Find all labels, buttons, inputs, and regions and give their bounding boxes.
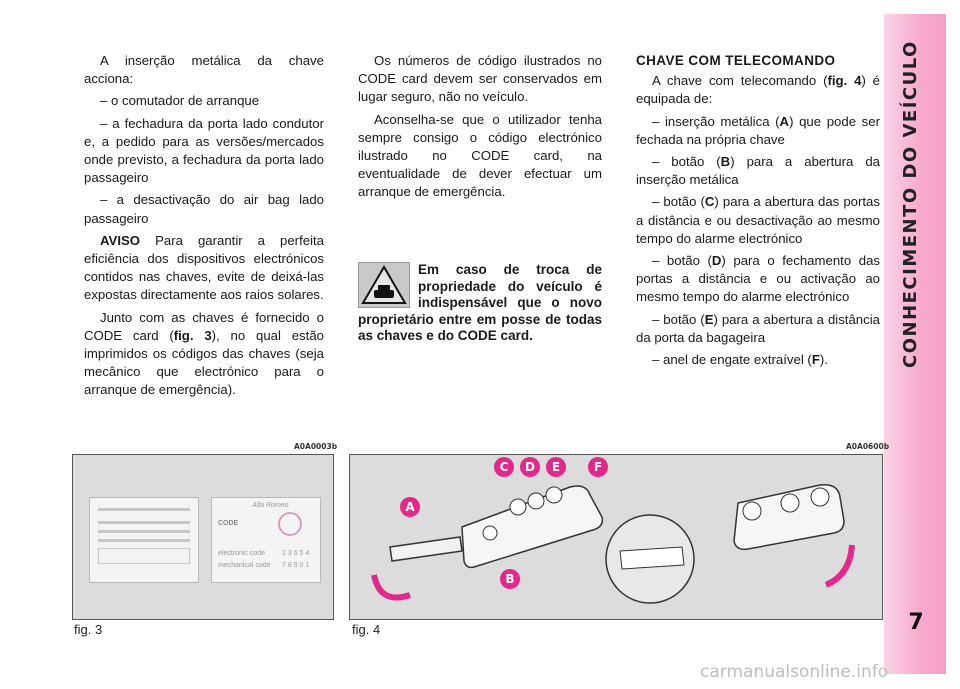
label-f: F (588, 457, 608, 477)
code-card-back (89, 497, 199, 583)
text-span: – botão ( (652, 253, 712, 269)
item-key: C (704, 194, 715, 210)
figure-code: A0A0003b (294, 442, 338, 451)
label-e: E (546, 457, 566, 477)
list-item (636, 252, 880, 307)
text-span: – botão ( (652, 194, 705, 210)
text-span: ). (819, 352, 828, 368)
watermark: carmanualsonline.info (700, 662, 889, 682)
paragraph: Aconselha-se que o utilizador tenha sempre consigo o código electrónico ilustrado no CODE card, na eventualidade de dever efectuar um arranque de emergência. (358, 111, 602, 200)
mechanical-code-label: mechanical code (218, 562, 271, 569)
paragraph: – a fechadura da porta lado condutor e, a pedido para as versões/mercados onde previsto, a fechadura da porta lado passageiro (84, 115, 324, 186)
column-3 (636, 52, 880, 373)
key-icon (278, 512, 302, 536)
label-c: C (494, 457, 514, 477)
paragraph: – a desactivação do air bag lado passageiro (84, 192, 324, 226)
section-heading: CHAVE COM TELECOMANDO (636, 53, 836, 68)
fig-reference: fig. 4 (827, 73, 862, 89)
text-span: ) para a abertura da inserção metálica (636, 154, 880, 188)
label-d: D (520, 457, 540, 477)
item-key: A (779, 113, 790, 129)
label-a: A (400, 497, 420, 517)
text-span: ) é equipada de: (636, 73, 881, 107)
column-2 (358, 52, 602, 206)
mechanical-code-value: 7 8 9 0 1 (282, 562, 310, 569)
figure-code: A0A0600b (846, 442, 890, 451)
paragraph: A inserção metálica da chave acciona: (84, 53, 324, 87)
label-b: B (500, 569, 520, 589)
fig-reference: fig. 3 (173, 327, 212, 343)
text-span: Junto com as chaves é fornecido o CODE card ( (84, 309, 324, 343)
code-card-paragraph (84, 309, 324, 400)
item-key: B (720, 154, 731, 170)
text-span: ), no qual estão imprimidos os códigos das chaves (seja mecânico que electrónico para o arranque de emergência). (84, 327, 324, 398)
figure-caption: fig. 3 (74, 622, 103, 637)
list-item (636, 351, 880, 369)
aviso-label: AVISO (100, 232, 141, 248)
text-span: – inserção metálica ( (652, 113, 780, 129)
page-number: 7 (908, 610, 924, 635)
item-key: E (704, 311, 714, 327)
figure-4 (349, 454, 883, 620)
list-item (636, 193, 880, 248)
aviso-paragraph (84, 232, 324, 305)
remote-key-illustration (350, 455, 882, 619)
figure-3 (72, 454, 334, 620)
list-item (636, 311, 880, 347)
item-key: D (711, 253, 722, 269)
text-span: ) para o fechamento das portas a distância e ou activação ao mesmo tempo do alarme electrónico (636, 253, 880, 305)
intro-paragraph (636, 72, 880, 108)
card-brand: Alfa Romeo (252, 502, 289, 509)
paragraph: Os números de código ilustrados no CODE card devem ser conservados em lugar seguro, não no veículo. (358, 53, 602, 105)
list-item (636, 153, 880, 189)
code-card-front (211, 497, 321, 583)
text-span: ) para a abertura a distância da porta da bagageira (636, 311, 880, 345)
item-key: F (811, 352, 820, 368)
text-span: – botão ( (652, 154, 721, 170)
paragraph: – o comutador de arranque (100, 93, 260, 109)
electronic-code-value: 2 3 6 5 4 (282, 550, 310, 557)
electronic-code-label: electronic code (218, 550, 266, 557)
text-span: A chave com telecomando ( (652, 73, 828, 89)
warning-box (358, 262, 602, 342)
warning-triangle-icon (358, 262, 410, 308)
card-label: CODE (218, 520, 239, 527)
aviso-text: Para garantir a perfeita eficiência dos dispositivos electrónicos contidos nas chaves, evite de deixá-las expostas directamente aos raios solares. (84, 232, 324, 303)
column-1 (84, 52, 324, 404)
text-span: ) que pode ser fechada na própria chave (636, 113, 880, 147)
warning-message: Em caso de troca de propriedade do veículo é indispensável que o novo proprietário entre em posse de todas as chaves e do CODE card. (358, 262, 602, 343)
text-span: – botão ( (652, 311, 705, 327)
section-title: CONHECIMENTO DO VEÍCULO (900, 40, 921, 368)
text-span: ) para a abertura das portas a distância e ou desactivação ao mesmo tempo do alarme electrónico (636, 194, 880, 246)
text-span: – anel de engate extraível ( (652, 352, 812, 368)
figure-caption: fig. 4 (352, 622, 381, 637)
list-item (636, 113, 880, 149)
